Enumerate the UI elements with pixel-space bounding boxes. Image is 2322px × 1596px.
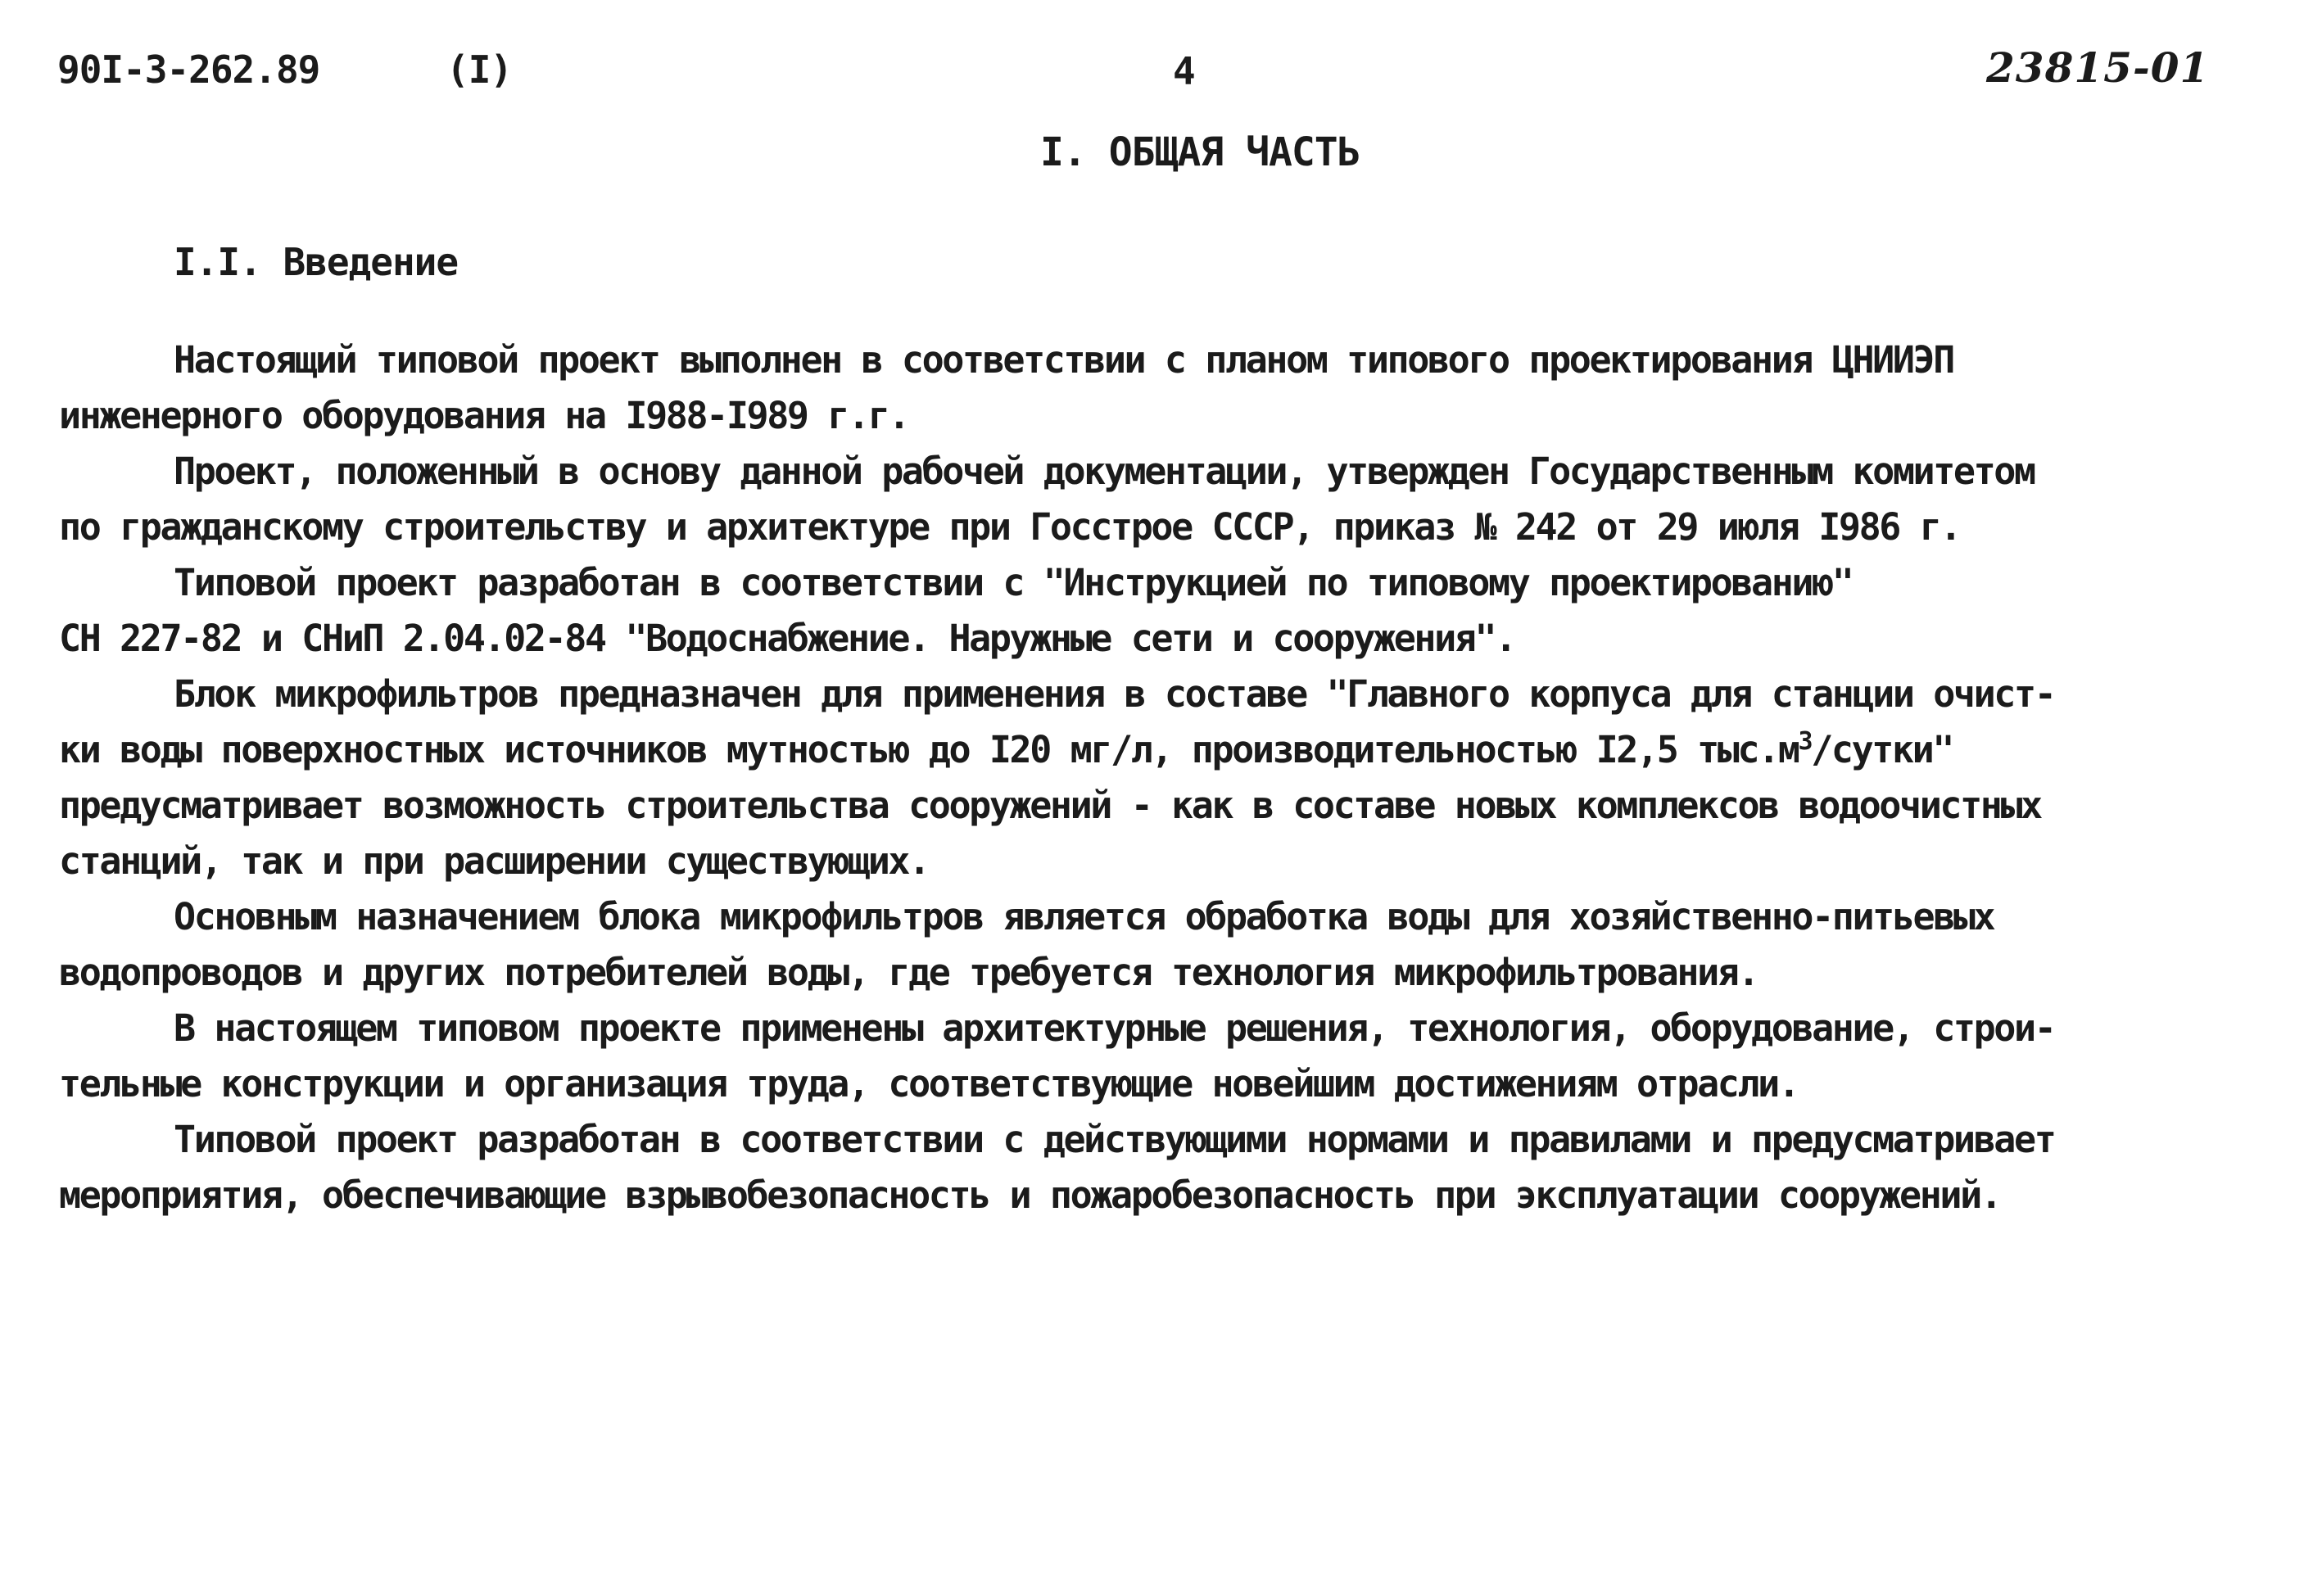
subsection-title: I.I. Введение xyxy=(174,240,459,284)
text-line: Типовой проект разработан в соответствии с "Инструкцией по типовому проектированию" xyxy=(174,561,1853,604)
text-segment: /сутки" xyxy=(1811,728,1953,771)
text-line-with-superscript xyxy=(59,722,2279,778)
text-segment: ки воды поверхностных источников мутностью до I20 мг/л, производительностью I2,5 тыс.м xyxy=(59,728,1799,771)
text-line: Типовой проект разработан в соответствии с действующими нормами и правилами и предусматривает xyxy=(174,1118,2055,1161)
text-line: В настоящем типовом проекте применены архитектурные решения, технология, оборудование, строи- xyxy=(174,1006,2055,1050)
text-line: тельные конструкции и организация труда, соответствующие новейшим достижениям отрасли. xyxy=(59,1062,1799,1105)
text-line: Блок микрофильтров предназначен для применения в составе "Главного корпуса для станции очист- xyxy=(174,672,2055,716)
text-line: Проект, положенный в основу данной рабочей документации, утвержден Государственным комитетом xyxy=(174,450,2035,493)
text-line: предусматривает возможность строительства сооружений - как в составе новых комплексов водоочистных xyxy=(59,784,2041,827)
page-number: 4 xyxy=(1173,49,1195,93)
text-line: мероприятия, обеспечивающие взрывобезопасность и пожаробезопасность при эксплуатации сооружений. xyxy=(59,1173,2001,1217)
superscript: 3 xyxy=(1798,727,1812,756)
handwritten-inventory-mark: 23815-01 xyxy=(1986,43,2210,92)
text-line: СН 227-82 и СНиП 2.04.02-84 "Водоснабжение. Наружные сети и сооружения". xyxy=(59,617,1515,660)
text-line: инженерного оборудования на I988-I989 г.г. xyxy=(59,394,909,437)
text-line: Основным назначением блока микрофильтров является обработка воды для хозяйственно-питьевых xyxy=(174,895,1994,938)
sheet-designation: (I) xyxy=(446,47,513,92)
document-code: 90I-3-262.89 xyxy=(57,47,320,92)
text-line: водопроводов и других потребителей воды, где требуется технология микрофильтрования. xyxy=(59,951,1758,994)
section-title: I. ОБЩАЯ ЧАСТЬ xyxy=(1040,129,1360,175)
body-text xyxy=(59,332,2279,1223)
text-line: станций, так и при расширении существующих. xyxy=(59,839,929,883)
text-line: по гражданскому строительству и архитектуре при Госстрое СССР, приказ № 242 от 29 июля I986 г. xyxy=(59,505,1961,549)
text-line: Настоящий типовой проект выполнен в соответствии с планом типового проектирования ЦНИИЭП xyxy=(174,338,1953,382)
